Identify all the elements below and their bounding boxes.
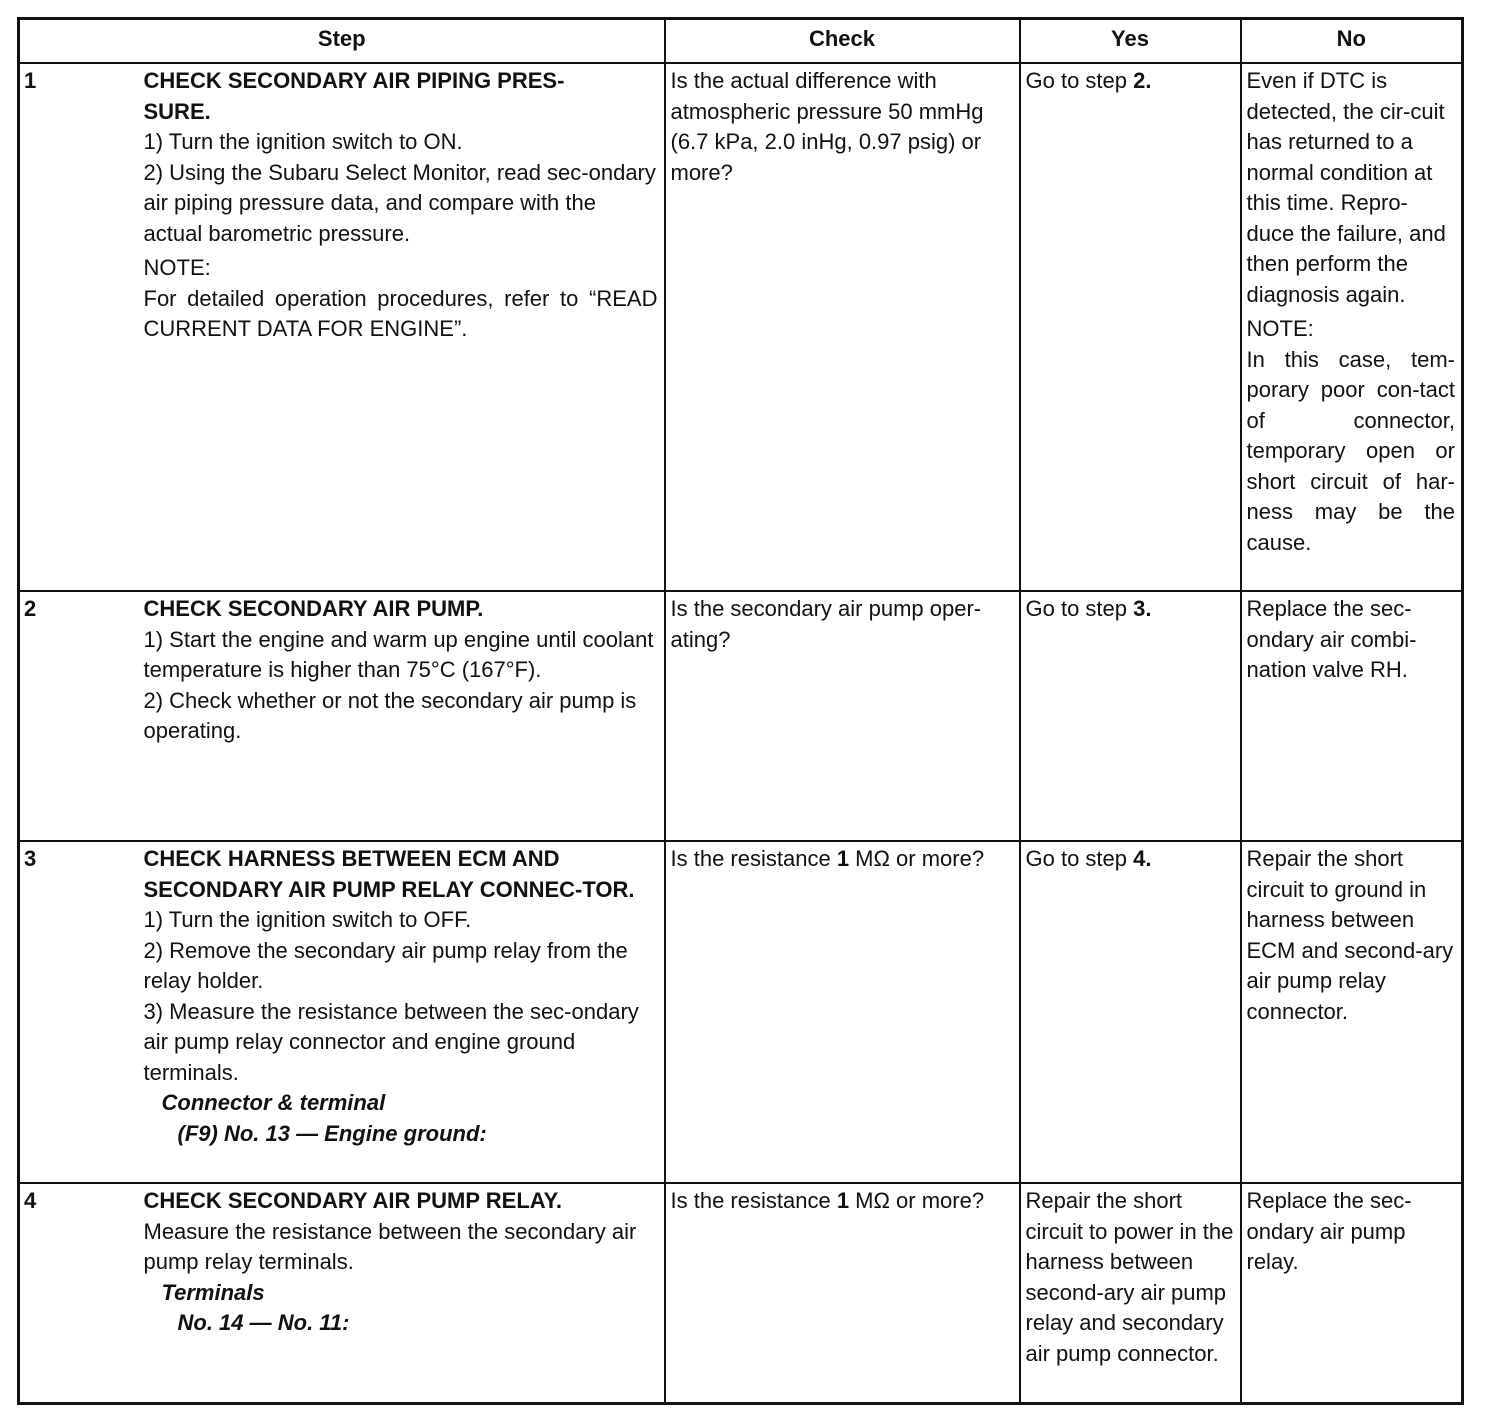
step-cell	[139, 591, 665, 841]
check-text	[671, 844, 1013, 875]
check-suffix: MΩ or more?	[849, 1188, 985, 1213]
no-text: Repair the short circuit to ground in harness between ECM and second-ary air pump relay connector.	[1246, 846, 1454, 1024]
spec-value: (F9) No. 13 — Engine ground:	[177, 1120, 487, 1146]
yes-prefix: Go to step	[1025, 596, 1134, 621]
yes-step-link: 4.	[1133, 846, 1152, 871]
step-instruction: 1) Turn the ignition switch to ON.	[143, 129, 463, 154]
yes-text	[1026, 844, 1234, 875]
diagnostic-table	[17, 17, 1464, 1405]
no-text: Replace the sec-ondary air pump relay.	[1246, 1188, 1412, 1274]
step-title-cont: SURE.	[143, 98, 211, 124]
no-cell	[1241, 63, 1463, 591]
step-instruction: 2) Remove the secondary air pump relay from the relay holder.	[143, 937, 628, 993]
table-row	[19, 63, 1463, 591]
step-title: CHECK SECONDARY AIR PUMP.	[143, 596, 484, 621]
note-text: For detailed operation procedures, refer to “READ CURRENT DATA FOR ENGINE”.	[143, 285, 658, 341]
header-row	[19, 19, 1463, 64]
check-cell	[665, 1183, 1020, 1403]
step-instruction: 1) Start the engine and warm up engine until coolant temperature is higher than 75°C (167°F).	[143, 626, 654, 682]
check-prefix: Is the resistance	[670, 846, 837, 871]
step-number: 3	[19, 841, 139, 1183]
note-label: NOTE:	[143, 255, 211, 280]
check-cell	[665, 591, 1020, 841]
step-cell	[139, 63, 665, 591]
yes-text	[1026, 66, 1234, 97]
header-check: Check	[665, 19, 1020, 64]
yes-step-link: 2.	[1133, 68, 1152, 93]
step-cell	[139, 1183, 665, 1403]
yes-prefix: Go to step	[1025, 846, 1134, 871]
yes-text: Repair the short circuit to power in the harness between second-ary air pump relay and secondary air pump connector.	[1025, 1188, 1234, 1366]
check-text	[671, 1186, 1013, 1217]
yes-cell	[1020, 841, 1241, 1183]
spec-label: Connector & terminal	[161, 1090, 386, 1115]
step-instruction: 1) Turn the ignition switch to OFF.	[143, 907, 472, 932]
yes-step-link: 3.	[1133, 596, 1152, 621]
header-no: No	[1241, 19, 1463, 64]
check-cell	[665, 63, 1020, 591]
yes-cell	[1020, 1183, 1241, 1403]
no-cell	[1241, 841, 1463, 1183]
check-cell	[665, 841, 1020, 1183]
check-suffix: MΩ or more?	[849, 846, 985, 871]
step-instruction: 2) Check whether or not the secondary air pump is operating.	[143, 687, 637, 743]
header-yes: Yes	[1020, 19, 1241, 64]
no-text: Even if DTC is detected, the cir-cuit has returned to a normal condition at this time. Repro-duce the failure, and then perform the diagnosis again.	[1246, 68, 1446, 307]
step-number: 4	[19, 1183, 139, 1403]
no-text: Replace the sec-ondary air combi-nation valve RH.	[1246, 596, 1417, 682]
step-instruction: 3) Measure the resistance between the sec-ondary air pump relay connector and engine ground terminals.	[143, 998, 639, 1085]
step-title: CHECK HARNESS BETWEEN ECM AND SECONDARY AIR PUMP RELAY CONNEC-TOR.	[143, 846, 635, 902]
step-cell	[139, 841, 665, 1183]
table-row	[19, 591, 1463, 841]
no-note-text: In this case, tem-porary poor con-tact of connector, temporary open or short circuit of har-ness may be the cause.	[1246, 346, 1455, 555]
check-value: 1	[836, 846, 850, 871]
spec-value: No. 14 — No. 11:	[177, 1310, 350, 1335]
no-cell	[1241, 591, 1463, 841]
step-title: CHECK SECONDARY AIR PUMP RELAY.	[143, 1188, 562, 1213]
step-number: 1	[19, 63, 139, 591]
yes-cell	[1020, 63, 1241, 591]
no-cell	[1241, 1183, 1463, 1403]
table-row	[19, 841, 1463, 1183]
yes-text	[1026, 594, 1234, 625]
step-instruction: Measure the resistance between the secondary air pump relay terminals.	[143, 1218, 637, 1274]
step-title: CHECK SECONDARY AIR PIPING PRES-	[143, 68, 565, 93]
check-text: Is the secondary air pump oper-ating?	[670, 596, 982, 652]
spec-label: Terminals	[161, 1279, 265, 1305]
yes-prefix: Go to step	[1025, 68, 1134, 93]
no-note-label: NOTE:	[1246, 316, 1314, 341]
yes-cell	[1020, 591, 1241, 841]
header-step: Step	[19, 19, 665, 64]
step-number: 2	[19, 591, 139, 841]
check-text: Is the actual difference with atmospheric pressure 50 mmHg (6.7 kPa, 2.0 inHg, 0.97 psig) or more?	[670, 68, 984, 185]
check-value: 1	[836, 1188, 850, 1213]
check-prefix: Is the resistance	[670, 1188, 837, 1213]
table-row	[19, 1183, 1463, 1403]
step-instruction: 2) Using the Subaru Select Monitor, read sec-ondary air piping pressure data, and compare with the actual barometric pressure.	[143, 159, 656, 246]
